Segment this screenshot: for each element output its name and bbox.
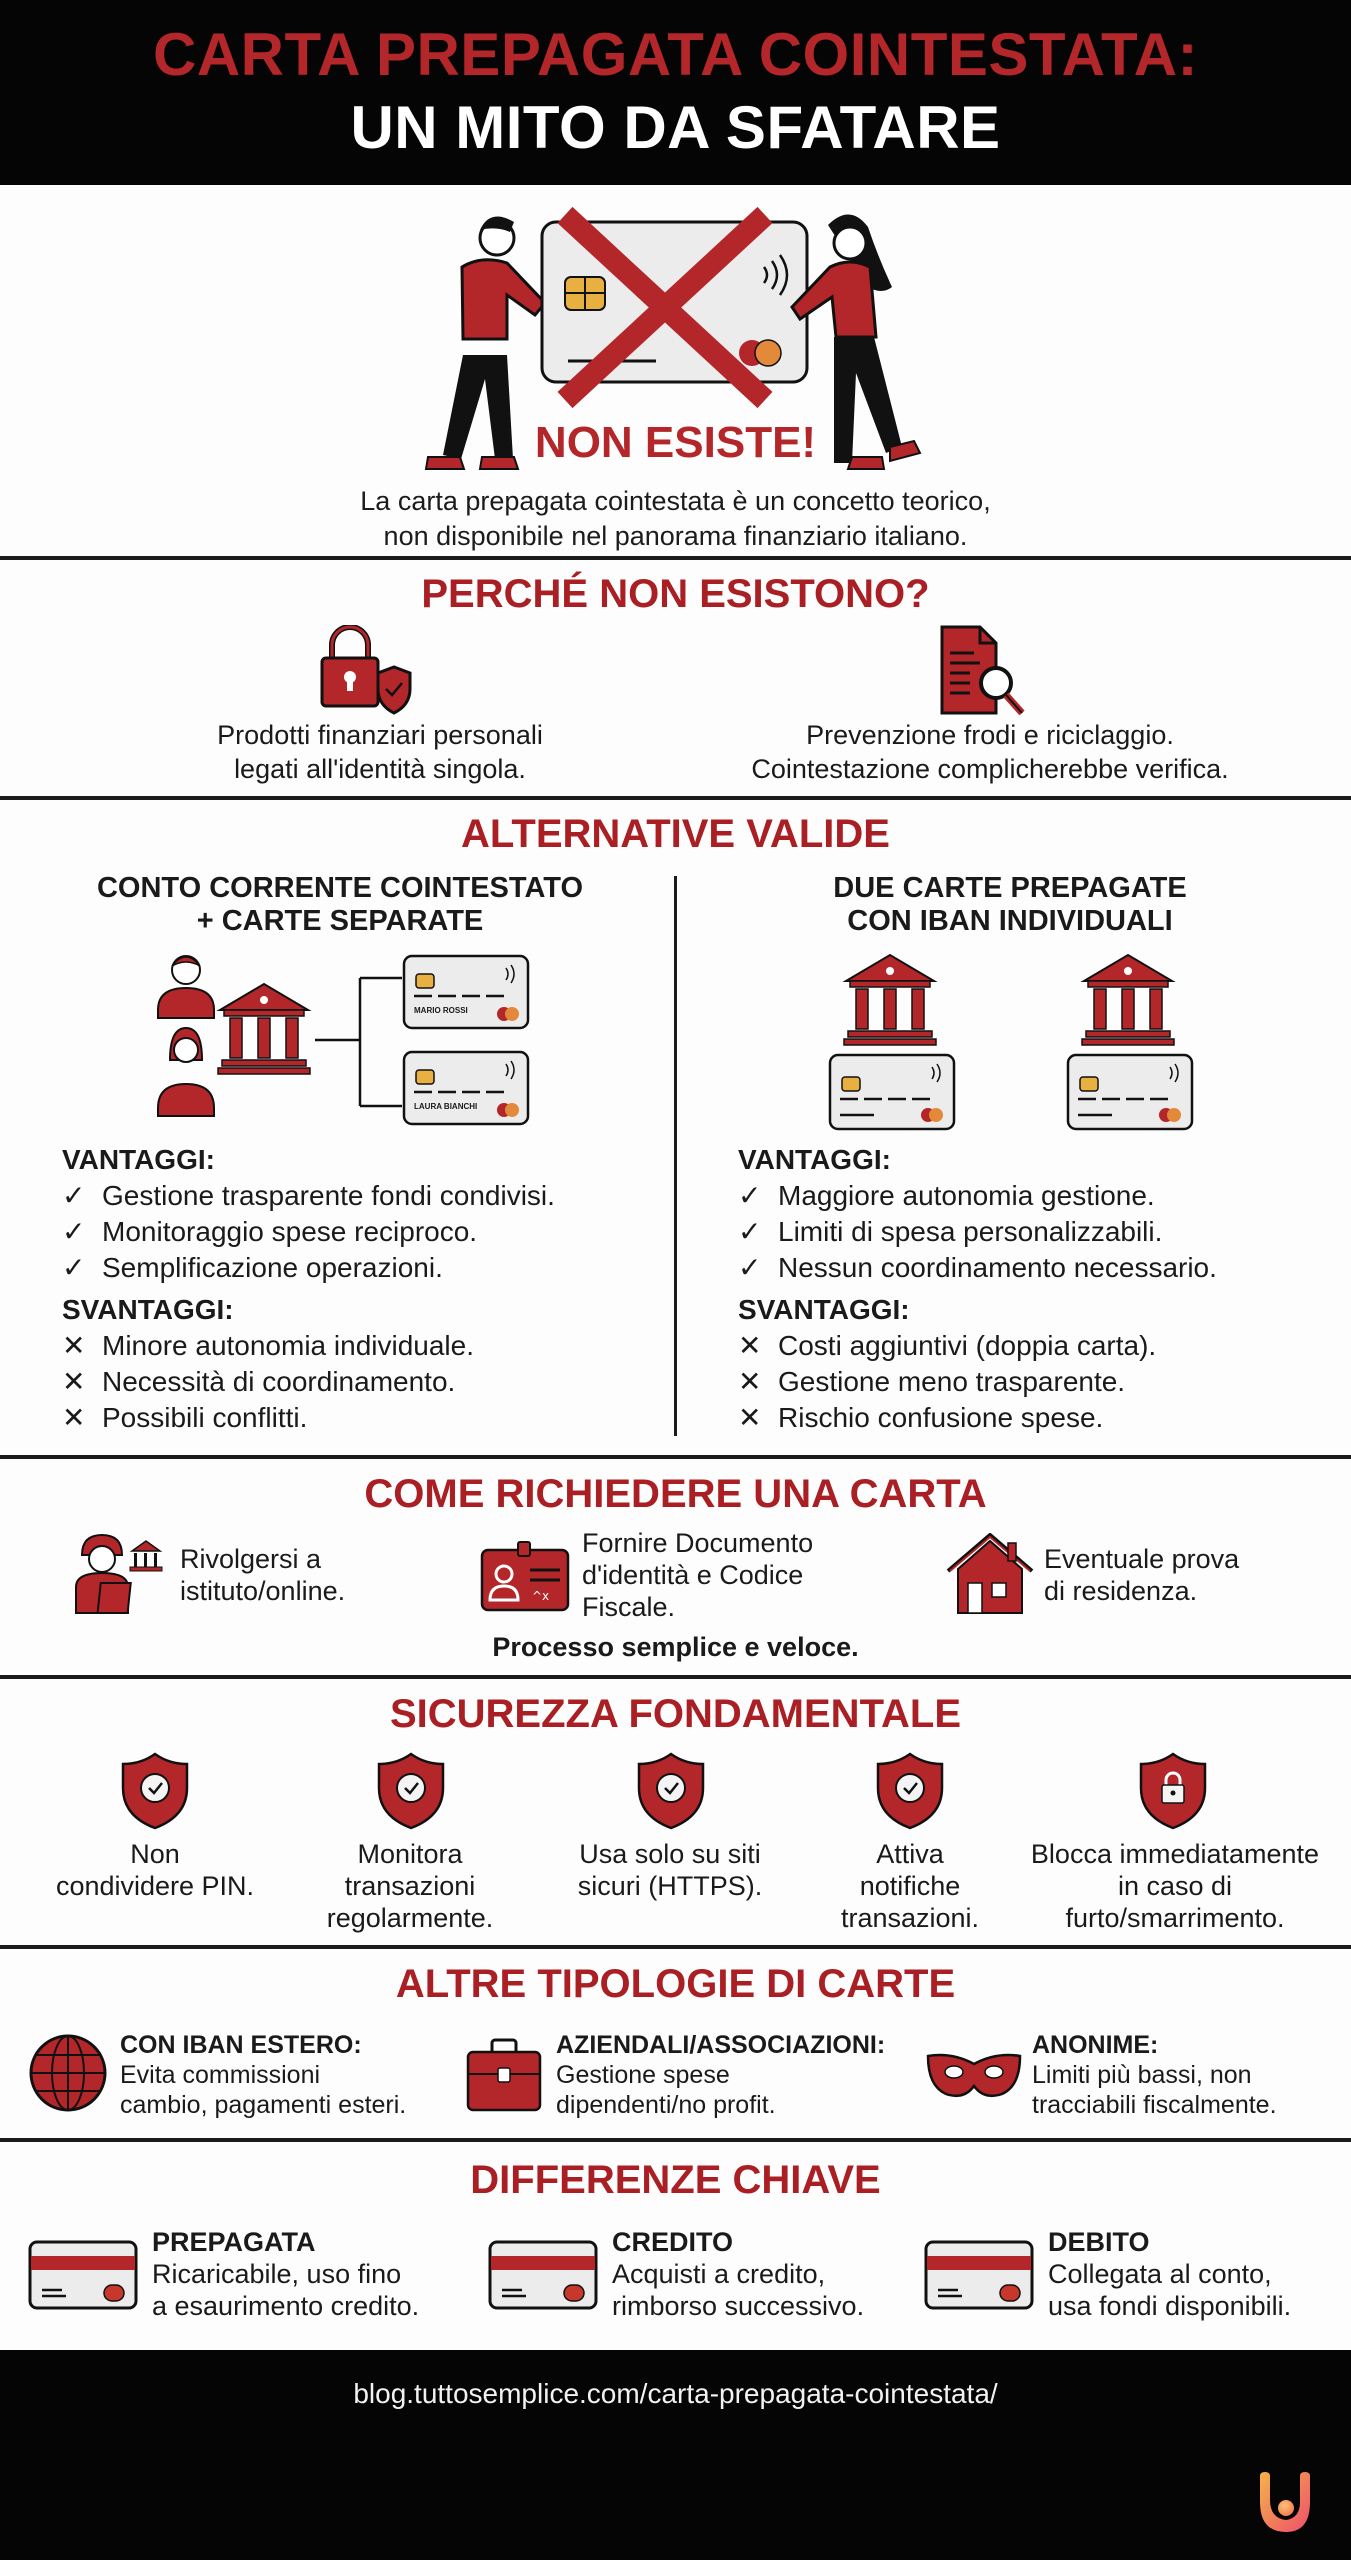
document-search-icon bbox=[940, 625, 1035, 717]
pro-item: ✓ Nessun coordinamento necessario. bbox=[738, 1250, 1217, 1286]
joint-card-2 bbox=[402, 1050, 530, 1126]
credit-card-icon bbox=[402, 1050, 530, 1126]
security-tip-4: Attiva notifiche transazioni. bbox=[840, 1839, 980, 1933]
cross-icon: ✕ bbox=[62, 1330, 86, 1361]
cross-icon: ✕ bbox=[738, 1330, 762, 1361]
shield-check-icon bbox=[120, 1752, 190, 1830]
cardholder-name: LAURA BIANCHI bbox=[414, 1102, 478, 1111]
joint-card-1 bbox=[402, 954, 530, 1030]
id-card-icon bbox=[480, 1540, 572, 1612]
shield-check-icon bbox=[376, 1752, 446, 1830]
con-item: ✕ Costi aggiuntivi (doppia carta). bbox=[738, 1328, 1217, 1364]
card-type-foreign-iban: CON IBAN ESTERO: Evita commissioni cambio, pagamenti esteri. bbox=[120, 2031, 407, 2119]
source-url-link[interactable]: blog.tuttosemplice.com/carta-prepagata-cointestata/ bbox=[353, 2378, 998, 2409]
card-icon bbox=[924, 2240, 1036, 2312]
briefcase-icon bbox=[466, 2038, 542, 2112]
check-icon: ✓ bbox=[738, 1252, 762, 1283]
security-tip-2: Monitora transazioni regolarmente. bbox=[326, 1839, 494, 1933]
security-tip-3: Usa solo su siti sicuri (HTTPS). bbox=[577, 1839, 763, 1901]
card-type-business: AZIENDALI/ASSOCIAZIONI: Gestione spese dipendenti/no profit. bbox=[556, 2031, 886, 2119]
page-title-line1: CARTA PREPAGATA COINTESTATA: bbox=[152, 21, 1198, 88]
request-step-2: Fornire Documento d'identità e Codice Fiscale. bbox=[582, 1528, 814, 1622]
shield-check-icon bbox=[875, 1752, 945, 1830]
check-icon: ✓ bbox=[62, 1216, 86, 1247]
pro-item: ✓ Monitoraggio spese reciproco. bbox=[62, 1214, 555, 1250]
cons-label: SVANTAGGI: bbox=[738, 1294, 910, 1325]
pro-item: ✓ Semplificazione operazioni. bbox=[62, 1250, 555, 1286]
footer bbox=[0, 2350, 1351, 2560]
check-icon: ✓ bbox=[738, 1180, 762, 1211]
request-step-1: Rivolgersi a istituto/online. bbox=[180, 1544, 346, 1606]
differences-section-title: DIFFERENZE CHIAVE bbox=[470, 2158, 881, 2202]
security-tip-5: Blocca immediatamente in caso di furto/smarrimento. bbox=[1030, 1839, 1320, 1933]
other-types-section-title: ALTRE TIPOLOGIE DI CARTE bbox=[395, 1962, 956, 2006]
con-item: ✕ Rischio confusione spese. bbox=[738, 1400, 1217, 1436]
bank-icon bbox=[218, 984, 310, 1074]
tuttosemplice-logo-icon[interactable] bbox=[1252, 2470, 1312, 2534]
lock-shield-icon bbox=[320, 625, 415, 715]
con-item: ✕ Minore autonomia individuale. bbox=[62, 1328, 555, 1364]
alternative-1-pros-cons bbox=[62, 1142, 555, 1436]
card-type-anonymous: ANONIME: Limiti più bassi, non tracciabili fiscalmente. bbox=[1032, 2031, 1277, 2119]
globe-icon bbox=[28, 2033, 108, 2113]
request-step-3: Eventuale prova di residenza. bbox=[1044, 1544, 1240, 1606]
person-icon bbox=[158, 1028, 214, 1116]
divider bbox=[0, 1945, 1351, 1949]
difference-credit: CREDITO Acquisti a credito, rimborso successivo. bbox=[612, 2227, 865, 2321]
pro-item: ✓ Limiti di spesa personalizzabili. bbox=[738, 1214, 1217, 1250]
bank-icon bbox=[844, 955, 936, 1045]
why-reason-1: Prodotti finanziari personali legati all'identità singola. bbox=[217, 720, 543, 784]
difference-prepaid: PREPAGATA Ricaricabile, uso fino a esaurimento credito. bbox=[152, 2227, 420, 2321]
security-section-title: SICUREZZA FONDAMENTALE bbox=[389, 1692, 962, 1736]
request-note: Processo semplice e veloce. bbox=[492, 1632, 859, 1662]
bank-icon bbox=[1082, 955, 1174, 1045]
security-icons-row bbox=[0, 1752, 1351, 1832]
alternative-2-title: DUE CARTE PREPAGATE CON IBAN INDIVIDUALI bbox=[833, 872, 1187, 937]
shield-lock-icon bbox=[1138, 1752, 1208, 1830]
con-item: ✕ Gestione meno trasparente. bbox=[738, 1364, 1217, 1400]
divider bbox=[0, 556, 1351, 560]
pro-item: ✓ Maggiore autonomia gestione. bbox=[738, 1178, 1217, 1214]
divider bbox=[0, 2138, 1351, 2142]
credit-card-icon bbox=[1068, 1055, 1192, 1129]
check-icon: ✓ bbox=[62, 1180, 86, 1211]
cross-icon: ✕ bbox=[62, 1402, 86, 1433]
cross-icon: ✕ bbox=[738, 1366, 762, 1397]
security-tip-1: Non condividere PIN. bbox=[55, 1839, 255, 1901]
house-icon bbox=[946, 1533, 1036, 1615]
person-icon bbox=[158, 956, 214, 1018]
divider bbox=[0, 796, 1351, 800]
credit-card-icon bbox=[830, 1055, 954, 1129]
cross-icon: ✕ bbox=[62, 1366, 86, 1397]
pros-label: VANTAGGI: bbox=[738, 1144, 891, 1175]
pros-label: VANTAGGI: bbox=[62, 1144, 215, 1175]
why-section-title: PERCHÉ NON ESISTONO? bbox=[421, 572, 930, 616]
check-icon: ✓ bbox=[738, 1216, 762, 1247]
card-icon bbox=[28, 2240, 140, 2312]
two-prepaid-cards-illustration bbox=[826, 953, 1196, 1131]
person-bank-laptop-icon bbox=[72, 1533, 167, 1617]
divider bbox=[0, 1455, 1351, 1459]
cardholder-name: MARIO ROSSI bbox=[414, 1006, 468, 1015]
request-section-title: COME RICHIEDERE UNA CARTA bbox=[364, 1472, 987, 1516]
column-divider bbox=[674, 876, 677, 1436]
mask-icon bbox=[926, 2048, 1022, 2100]
divider bbox=[0, 1675, 1351, 1679]
pro-item: ✓ Gestione trasparente fondi condivisi. bbox=[62, 1178, 555, 1214]
con-item: ✕ Possibili conflitti. bbox=[62, 1400, 555, 1436]
non-esiste-badge: NON ESISTE! bbox=[534, 418, 817, 467]
cross-icon: ✕ bbox=[738, 1402, 762, 1433]
alternative-1-title: CONTO CORRENTE COINTESTATO + CARTE SEPARATE bbox=[96, 872, 584, 937]
page-title-line2: UN MITO DA SFATARE bbox=[350, 94, 1001, 161]
credit-card-icon bbox=[402, 954, 530, 1030]
difference-debit: DEBITO Collegata al conto, usa fondi disponibili. bbox=[1048, 2227, 1292, 2321]
alternatives-section-title: ALTERNATIVE VALIDE bbox=[461, 812, 890, 856]
card-icon bbox=[488, 2240, 600, 2312]
con-item: ✕ Necessità di coordinamento. bbox=[62, 1364, 555, 1400]
cons-label: SVANTAGGI: bbox=[62, 1294, 234, 1325]
hero-caption: La carta prepagata cointestata è un concetto teorico, non disponibile nel panorama finanziario italiano. bbox=[360, 486, 991, 551]
alternative-2-pros-cons bbox=[738, 1142, 1217, 1436]
check-icon: ✓ bbox=[62, 1252, 86, 1283]
shield-check-icon bbox=[636, 1752, 706, 1830]
header-banner bbox=[0, 0, 1351, 185]
why-reason-2: Prevenzione frodi e riciclaggio. Cointestazione complicherebbe verifica. bbox=[751, 720, 1229, 784]
svg-text:^x: ^x bbox=[532, 1589, 550, 1603]
